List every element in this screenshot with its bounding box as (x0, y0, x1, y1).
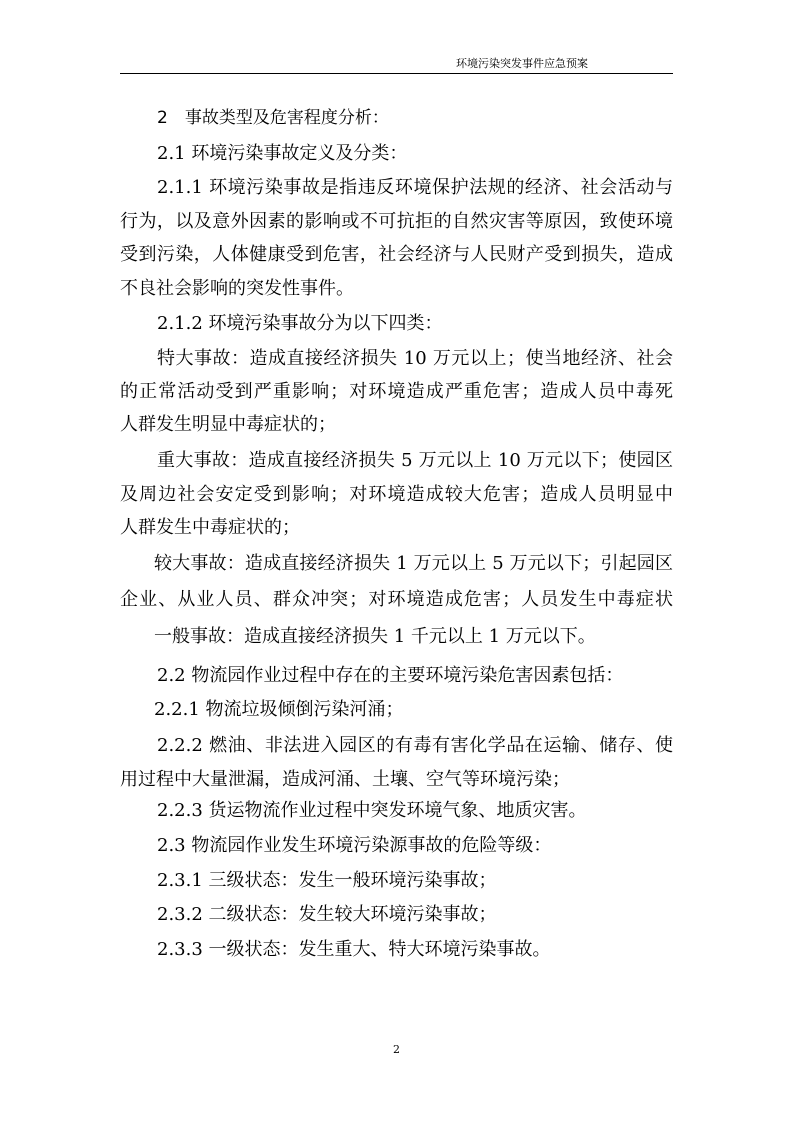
paragraph-line: 2.3.1 三级状态：发生一般环境污染事故； (157, 870, 497, 891)
paragraph-line: 2.3.2 二级状态：发生较大环境污染事故； (157, 904, 497, 925)
paragraph-line: 人群发生中毒症状的； (120, 517, 300, 538)
paragraph-line: 行为，以及意外因素的影响或不可抗拒的自然灾害等原因，致使环境 (120, 211, 673, 232)
paragraph-line: 的正常活动受到严重影响；对环境造成严重危害；造成人员中毒死 (120, 381, 673, 402)
paragraph-line: 2.2.3 货运物流作业过程中突发环境气象、地质灾害。 (157, 800, 587, 821)
section-heading: 2 事故类型及危害程度分析： (157, 108, 389, 128)
paragraph-line: 重大事故：造成直接经济损失 5 万元以上 10 万元以下；使园区 (157, 450, 673, 471)
paragraph-line: 较大事故：造成直接经济损失 1 万元以上 5 万元以下；引起园区 (154, 553, 673, 574)
paragraph-line: 不良社会影响的突发性事件。 (120, 278, 354, 299)
header-rule (120, 73, 673, 74)
running-header: 环境污染突发事件应急预案 (456, 57, 588, 70)
page-number: 2 (393, 1043, 400, 1056)
paragraph-line: 及周边社会安定受到影响；对环境造成较大危害；造成人员明显中 (120, 484, 673, 505)
paragraph-line: 2.2.2 燃油、非法进入园区的有毒有害化学品在运输、储存、使 (157, 735, 673, 756)
paragraph-line: 2.3 物流园作业发生环境污染源事故的危险等级： (157, 835, 552, 856)
paragraph-line: 2.1 环境污染事故定义及分类： (157, 143, 408, 164)
paragraph-line: 受到污染，人体健康受到危害，社会经济与人民财产受到损失，造成 (120, 244, 673, 265)
paragraph-line: 一般事故：造成直接经济损失 1 千元以上 1 万元以下。 (154, 626, 596, 647)
paragraph-line: 人群发生明显中毒症状的； (120, 414, 336, 435)
paragraph-line: 2.1.1 环境污染事故是指违反环境保护法规的经济、社会活动与 (157, 177, 673, 198)
paragraph-line: 2.2.1 物流垃圾倾倒污染河涌； (154, 699, 404, 720)
paragraph-line: 2.3.3 一级状态：发生重大、特大环境污染事故。 (157, 939, 551, 960)
paragraph-line: 特大事故：造成直接经济损失 10 万元以上；使当地经济、社会 (157, 348, 673, 369)
paragraph-line: 2.1.2 环境污染事故分为以下四类： (157, 313, 443, 334)
paragraph-line: 企业、从业人员、群众冲突；对环境造成危害；人员发生中毒症状 (120, 589, 673, 610)
paragraph-line: 2.2 物流园作业过程中存在的主要环境污染危害因素包括： (157, 665, 624, 686)
paragraph-line: 用过程中大量泄漏，造成河涌、土壤、空气等环境污染； (120, 769, 570, 790)
